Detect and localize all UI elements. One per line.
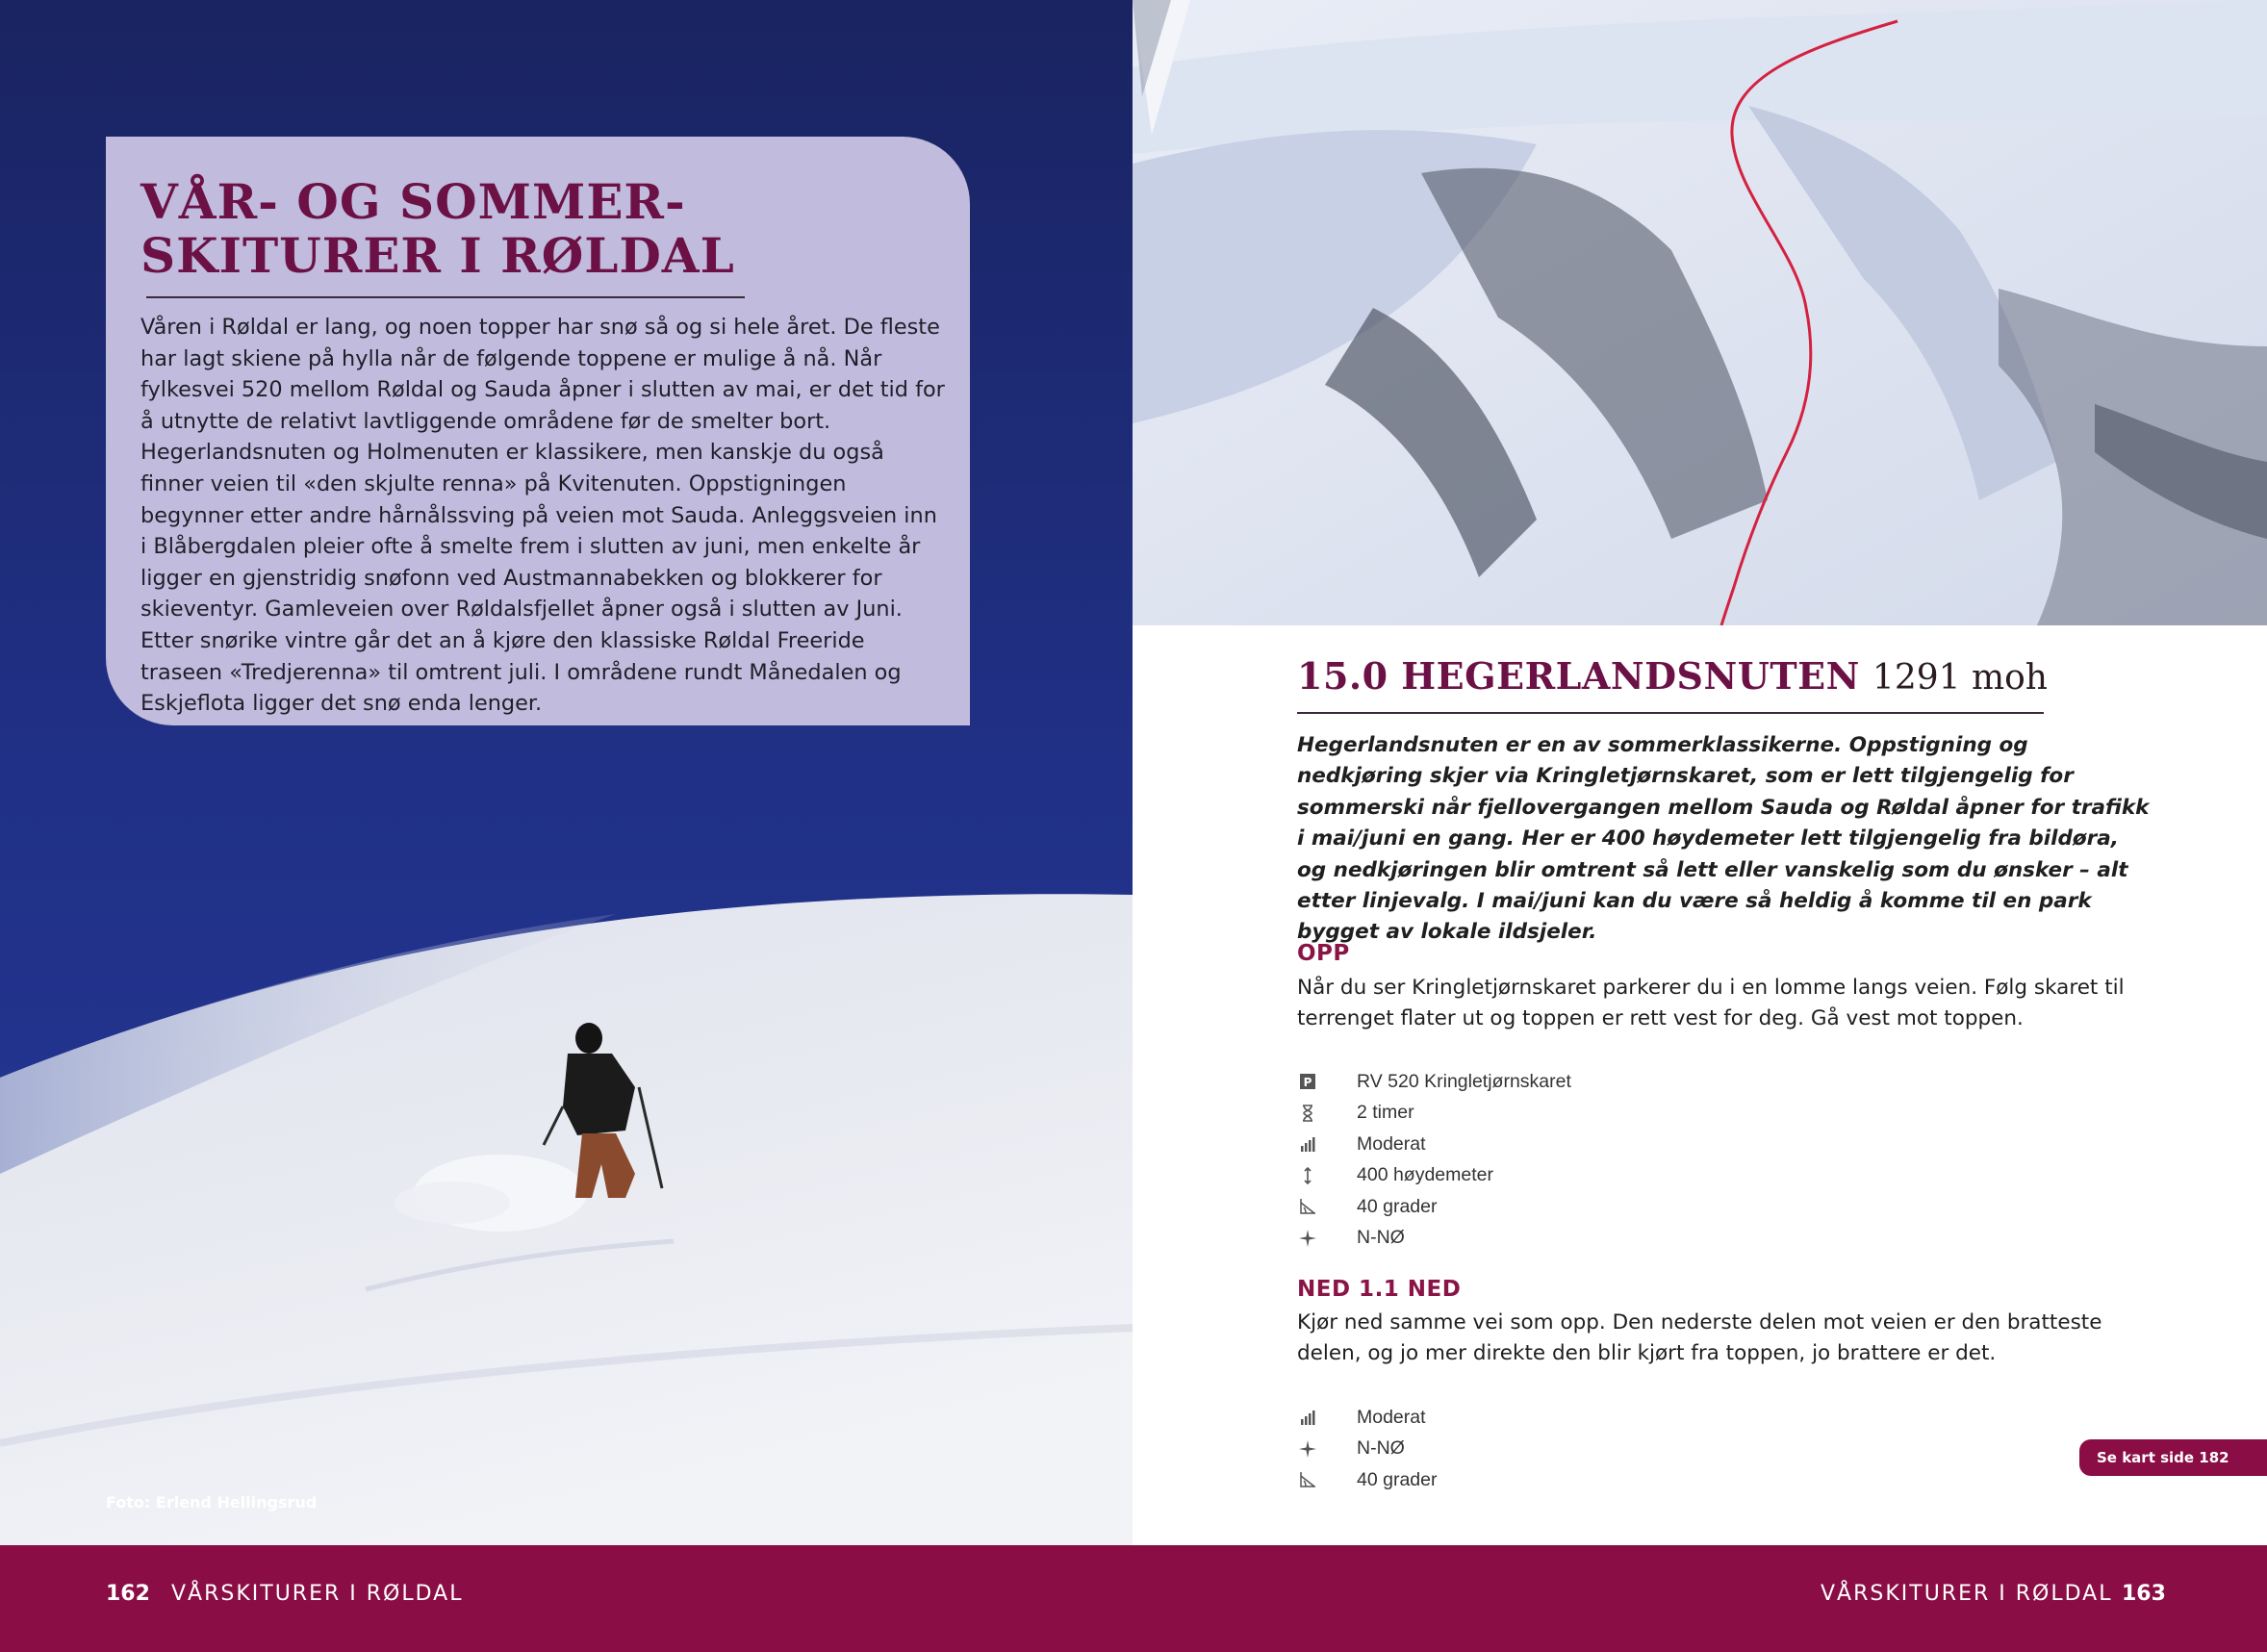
down-heading: NED 1.1 NED [1297, 1277, 1462, 1302]
fact-elevation [1297, 1160, 1571, 1192]
up-heading: OPP [1297, 941, 1350, 966]
elevation-arrows-icon [1297, 1165, 1318, 1186]
fact-direction [1297, 1434, 1437, 1465]
fact-text: 400 høydemeter [1357, 1164, 1493, 1186]
compass-icon [1297, 1438, 1318, 1460]
mountain-photo [1133, 0, 2267, 625]
route-intro: Hegerlandsnuten er en av sommerklassikerne. Oppstigning og nedkjøring skjer via Kringletjørnskaret, som er lett tilgjengelig for sommerski når fjellovergangen mellom Sauda og Røldal åpner for trafikk i mai/juni en gang. Her er 400 høydemeter lett tilgjengelig fra bildøra, og nedkjøringen blir omtrent så lett eller vanskelig som du ønsker – alt etter linjevalg. I mai/juni kan du være så heldig å komme til en park bygget av lokale ildsjeler. [1297, 733, 2150, 945]
left-page-number: 162 [106, 1582, 150, 1606]
right-running-title: VÅRSKITURER I RØLDAL [1821, 1582, 2113, 1606]
photo-credit: Foto: Erlend Hellingsrud [106, 1493, 318, 1512]
fact-text: Moderat [1357, 1406, 1426, 1428]
fact-text: N-NØ [1357, 1227, 1405, 1249]
route-elevation: 1291 moh [1872, 658, 2048, 698]
slope-angle-icon [1297, 1196, 1318, 1217]
route-divider [1297, 712, 2044, 714]
fact-text: N-NØ [1357, 1437, 1405, 1460]
route-title [1297, 654, 2048, 698]
up-facts [1297, 1066, 1571, 1254]
difficulty-bars-icon [1297, 1407, 1318, 1428]
up-text: Når du ser Kringletjørnskaret parkerer du i en lomme langs veien. Følg skaret til terrenget flater ut og toppen er rett vest for deg. Gå vest mot toppen. [1297, 976, 2125, 1031]
fact-direction [1297, 1223, 1571, 1255]
fact-difficulty [1297, 1402, 1437, 1434]
fact-text: 40 grader [1357, 1195, 1438, 1217]
intro-divider [146, 296, 745, 298]
left-running-title: VÅRSKITURER I RØLDAL [171, 1582, 464, 1606]
intro-text: Våren i Røldal er lang, og noen topper har snø så og si hele året. De fleste har lagt skiene på hylla når de følgende toppene er mulige å nå. Når fylkesvei 520 mellom Røldal og Sauda åpner i slutten av mai, er det tid for å utnytte de relativt lavtliggende områdene før de smelter bort. Hegerlandsnuten og Holmenuten er klassikere, men kanskje du også finner veien til «den skjulte renna» på Kvitenuten. Oppstigningen begynner etter andre hårnålssving på veien mot Sauda. Anleggsveien inn i Blåbergdalen pleier ofte å smelte frem i slutten av juni, men enkelte år ligger en gjenstridig snøfonn ved Austmannabekken og blokkerer for skieventyr. Gamleveien over Røldalsfjellet åpner også i slutten av Juni. Etter snørike vintre går det an å kjøre den klassiske Røldal Freeride traseen «Tredjerenna» til omtrent juli. I områdene rundt Månedalen og Eskjeflota ligger det snø enda lenger. [140, 315, 945, 717]
left-page [0, 0, 1133, 1545]
footer-bar [0, 1545, 2267, 1652]
slope-angle-icon [1297, 1469, 1318, 1490]
down-text: Kjør ned samme vei som opp. Den nederste delen mot veien er den bratteste delen, og jo mer direkte den blir kjørt fra toppen, jo brattere er det. [1297, 1310, 2102, 1366]
compass-icon [1297, 1228, 1318, 1249]
svg-text:P: P [1303, 1076, 1312, 1090]
fact-time [1297, 1098, 1571, 1130]
difficulty-bars-icon [1297, 1133, 1318, 1155]
down-facts [1297, 1402, 1437, 1496]
fact-text: 40 grader [1357, 1468, 1438, 1490]
right-page-number: 163 [2122, 1582, 2166, 1606]
fact-text: 2 timer [1357, 1102, 1414, 1124]
fact-parking [1297, 1066, 1571, 1098]
map-reference-tab[interactable]: Se kart side 182 [2079, 1439, 2267, 1476]
fact-slope [1297, 1191, 1571, 1223]
fact-text: Moderat [1357, 1132, 1426, 1155]
fact-text: RV 520 Kringletjørnskaret [1357, 1070, 1571, 1092]
fact-slope [1297, 1464, 1437, 1496]
hourglass-icon [1297, 1103, 1318, 1124]
intro-box [106, 137, 970, 725]
parking-icon [1297, 1071, 1318, 1092]
route-name: 15.0 HEGERLANDSNUTEN [1297, 654, 1860, 698]
intro-title: VÅR- OG SOMMER- SKITURER I RØLDAL [140, 173, 735, 284]
fact-difficulty [1297, 1129, 1571, 1160]
